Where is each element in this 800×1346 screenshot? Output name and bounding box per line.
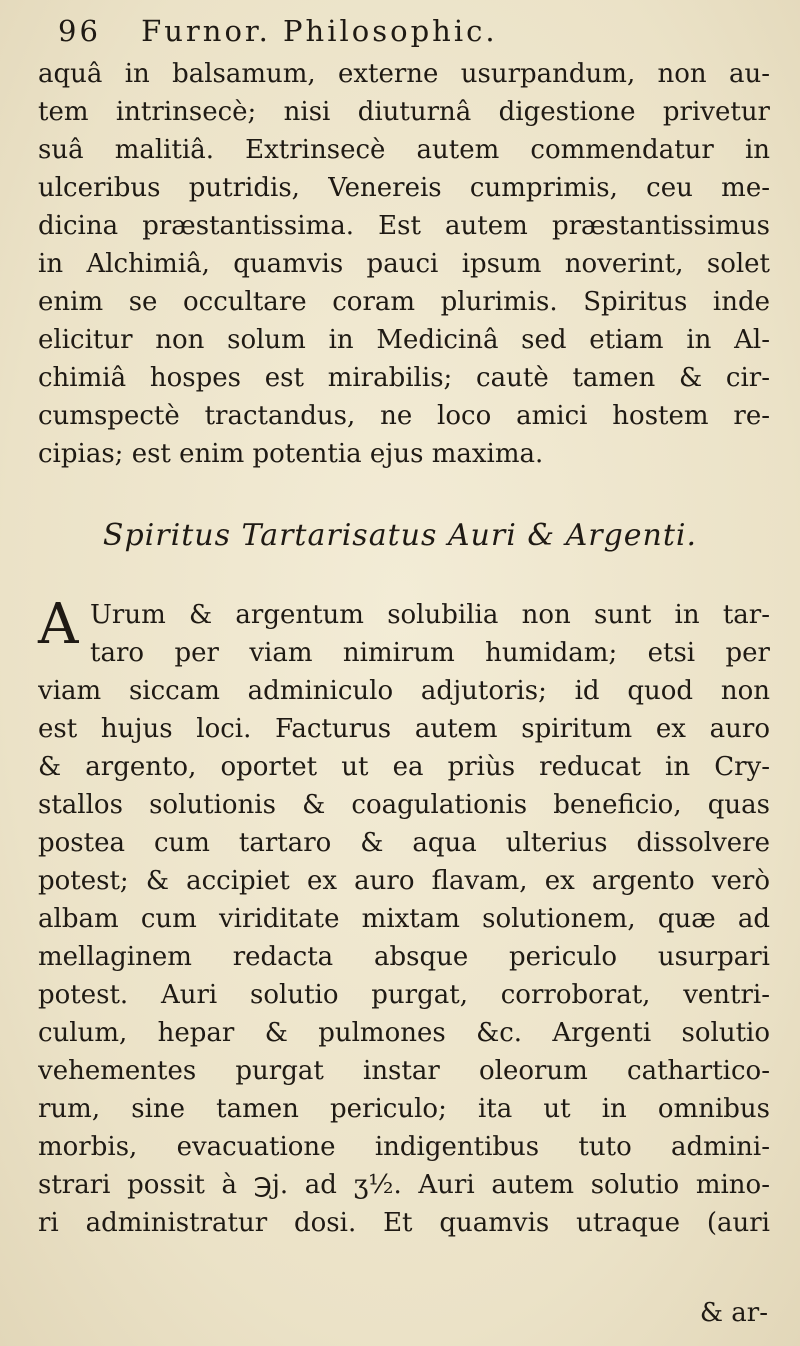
running-head [58, 14, 778, 56]
text-line: in Alchimiâ, quamvis pauci ipsum noverint, solet [38, 249, 770, 279]
text-line: potest. Auri solutio purgat, corroborat, ventri- [38, 980, 770, 1010]
drop-cap: A [38, 592, 79, 657]
text-line: mellaginem redacta absque periculo usurpari [38, 942, 770, 972]
text-line: suâ malitiâ. Extrinsecè autem commendatur in [38, 135, 770, 165]
text-line: ri administratur dosi. Et quamvis utraque (auri [38, 1208, 770, 1238]
text-line: enim se occultare coram plurimis. Spiritus inde [38, 287, 770, 317]
paragraph-1 [38, 55, 770, 473]
text-line: postea cum tartaro & aqua ulterius dissolvere [38, 828, 770, 858]
text-line: & argento, oportet ut ea priùs reducat in Cry- [38, 752, 770, 782]
text-line: albam cum viriditate mixtam solutionem, quæ ad [38, 904, 770, 934]
text-line: cipias; est enim potentia ejus maxima. [38, 439, 544, 469]
text-line: aquâ in balsamum, externe usurpandum, non au- [38, 59, 770, 89]
page-number: 96 [58, 14, 101, 48]
running-title: Furnor. Philosophic. [141, 14, 498, 48]
text-line: vehementes purgat instar oleorum cathartico- [38, 1056, 770, 1086]
text-line: rum, sine tamen periculo; ita ut in omnibus [38, 1094, 770, 1124]
catchword: & ar- [699, 1298, 768, 1328]
text-line: dicina præstantissima. Est autem præstantissimus [38, 211, 770, 241]
text-line: viam siccam adminiculo adjutoris; id quod non [38, 676, 770, 706]
text-line: chimiâ hospes est mirabilis; cautè tamen & cir- [38, 363, 770, 393]
text-line: est hujus loci. Facturus autem spiritum ex auro [38, 714, 770, 744]
paragraph-2 [38, 592, 770, 1242]
text-line: cumspectè tractandus, ne loco amici hostem re- [38, 401, 770, 431]
text-line: ulceribus putridis, Venereis cumprimis, ceu me- [38, 173, 770, 203]
text-line: elicitur non solum in Medicinâ sed etiam in Al- [38, 325, 770, 355]
text-line: stallos solutionis & coagulationis beneficio, quas [38, 790, 770, 820]
text-line: Urum & argentum solubilia non sunt in tar- [90, 600, 770, 630]
text-line: taro per viam nimirum humidam; etsi per [90, 638, 770, 668]
text-line: culum, hepar & pulmones &c. Argenti solutio [38, 1018, 770, 1048]
text-line: morbis, evacuatione indigentibus tuto admini- [38, 1132, 770, 1162]
text-line: potest; & accipiet ex auro flavam, ex argento verò [38, 866, 770, 896]
section-title: Spiritus Tartarisatus Auri & Argenti. [102, 518, 698, 553]
text-line: tem intrinsecè; nisi diuturnâ digestione privetur [38, 97, 770, 127]
text-line: strari possit à ℈j. ad ʒ½. Auri autem solutio mino- [38, 1170, 770, 1200]
